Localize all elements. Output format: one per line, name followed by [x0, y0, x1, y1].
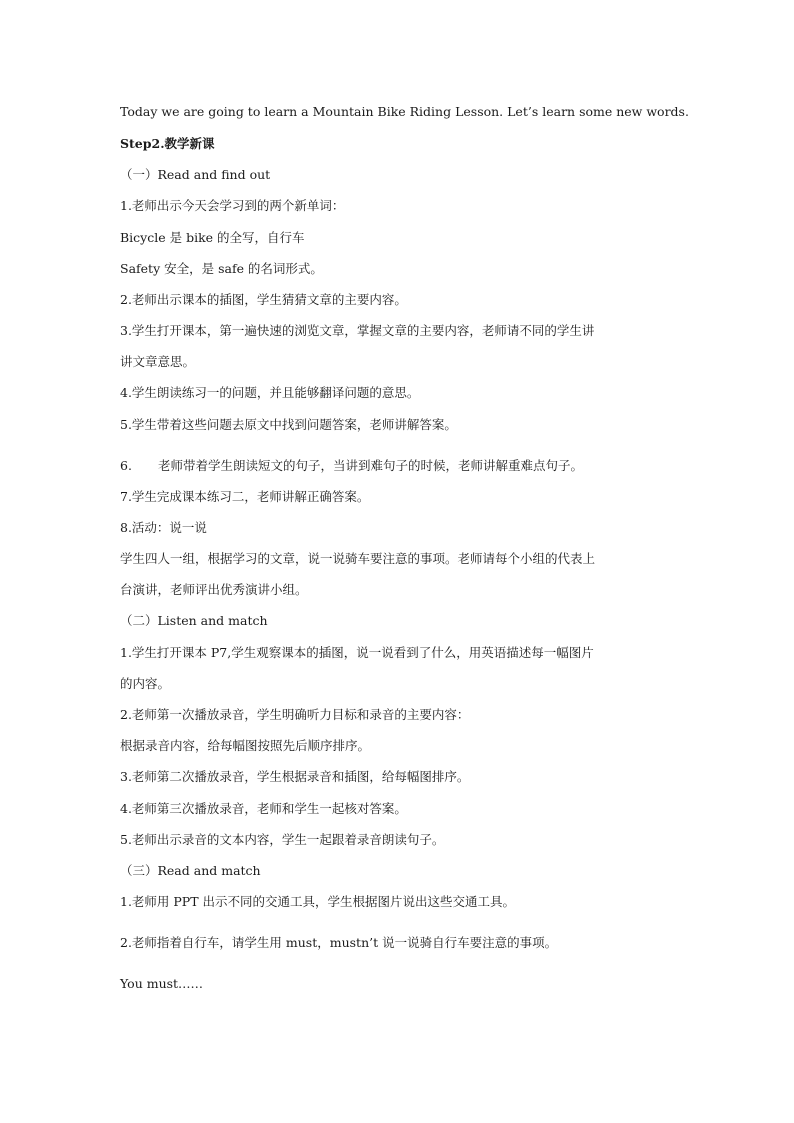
- step2-heading: Step2.教学新课: [120, 136, 215, 151]
- sec1-item-2: 2.老师出示课本的插图，学生猜猜文章的主要内容。: [120, 292, 407, 307]
- vocab-safety: Safety 安全，是 safe 的名词形式。: [120, 261, 323, 276]
- sec3-item-2: 2.老师指着自行车，请学生用 must，mustn’t 说一说骑自行车要注意的事项。: [120, 935, 558, 950]
- sec2-item-3: 3.老师第二次播放录音，学生根据录音和插图，给每幅图排序。: [120, 769, 470, 784]
- vocab-bicycle: Bicycle 是 bike 的全写，自行车: [120, 230, 305, 245]
- section-3-heading: （三）Read and match: [120, 863, 261, 878]
- sec1-item-5: 5.学生带着这些问题去原文中找到问题答案，老师讲解答案。: [120, 417, 457, 432]
- sec2-item-2-detail: 根据录音内容，给每幅图按照先后顺序排序。: [120, 738, 371, 753]
- sec1-item-6-number: 6.: [120, 458, 132, 473]
- sec2-item-2: 2.老师第一次播放录音，学生明确听力目标和录音的主要内容：: [120, 707, 470, 722]
- section-2-heading: （二）Listen and match: [120, 613, 268, 628]
- sec1-item-8: 8.活动：说一说: [120, 520, 207, 535]
- sec1-item-3-line-2: 讲文章意思。: [120, 354, 196, 369]
- sec2-item-1-line-1: 1.学生打开课本 P7,学生观察课本的插图，说一说看到了什么，用英语描述每一幅图片: [120, 645, 594, 660]
- sec1-item-8-line-1: 学生四人一组，根据学习的文章，说一说骑车要注意的事项。老师请每个小组的代表上: [120, 551, 596, 566]
- intro-paragraph: Today we are going to learn a Mountain Bike Riding Lesson. Let’s learn some new words.: [120, 104, 689, 119]
- sec1-item-6-text: 老师带着学生朗读短文的句子，当讲到难句子的时候，老师讲解重难点句子。: [158, 458, 584, 473]
- sec3-item-1: 1.老师用 PPT 出示不同的交通工具，学生根据图片说出这些交通工具。: [120, 894, 516, 909]
- sec1-item-1: 1.老师出示今天会学习到的两个新单词：: [120, 198, 345, 213]
- sec1-item-8-line-2: 台演讲，老师评出优秀演讲小组。: [120, 582, 308, 597]
- sec2-item-5: 5.老师出示录音的文本内容，学生一起跟着录音朗读句子。: [120, 832, 445, 847]
- sec2-item-4: 4.老师第三次播放录音，老师和学生一起核对答案。: [120, 801, 407, 816]
- sec1-item-6: [120, 458, 660, 474]
- sec2-item-1-line-2: 的内容。: [120, 676, 171, 691]
- sec1-item-3-line-1: 3.学生打开课本，第一遍快速的浏览文章，掌握文章的主要内容，老师请不同的学生讲: [120, 323, 595, 338]
- sec1-item-4: 4.学生朗读练习一的问题，并且能够翻译问题的意思。: [120, 385, 420, 400]
- sec1-item-7: 7.学生完成课本练习二，老师讲解正确答案。: [120, 489, 370, 504]
- section-1-heading: （一）Read and find out: [120, 167, 271, 182]
- you-must-line: You must……: [120, 976, 204, 991]
